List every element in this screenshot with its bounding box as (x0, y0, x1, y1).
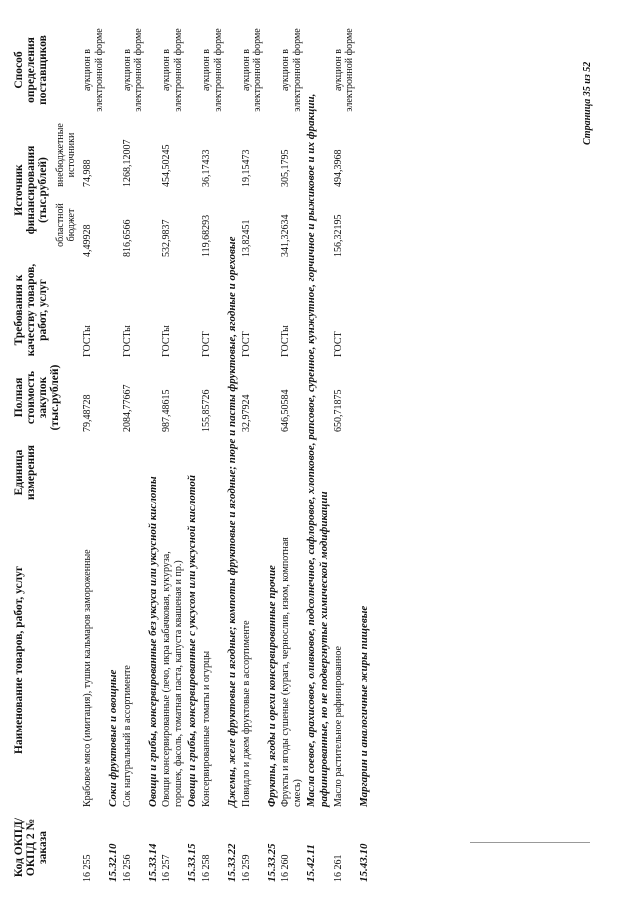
row-code: 16 258 (201, 854, 213, 882)
header-row (12, 20, 53, 885)
row-regional: 4,49928 (82, 224, 94, 257)
section-code: 15.33.25 (265, 843, 278, 882)
row-cost: 155,85726 (201, 389, 213, 432)
row-name: Повидло и джем фруктовые в ассортименте (240, 620, 252, 807)
row-method: аукцион в электронной форме (161, 28, 184, 112)
row-cost: 32,97924 (240, 394, 252, 432)
table-row (200, 20, 225, 885)
margin-line (470, 842, 590, 843)
row-unit (160, 435, 185, 510)
row-requirements: ГОСТы (82, 325, 94, 357)
row-code: 16 255 (82, 854, 94, 882)
row-requirements: ГОСТы (121, 325, 133, 357)
row-method: аукцион в электронной форме (201, 28, 224, 112)
row-code: 16 261 (332, 854, 344, 882)
row-extrabudget: 36,17433 (201, 149, 213, 187)
table-row (160, 20, 185, 885)
row-name: Сок натуральный в ассортименте (121, 665, 133, 807)
col-header-cost: Полная стоимость закупок (тыс.рублей) (13, 364, 62, 431)
section-row (265, 20, 280, 885)
row-cost: 79,48728 (82, 394, 94, 432)
section-row (304, 20, 331, 885)
row-name: Фрукты и ягоды сушеные (курага, чернослив, изюм, компотная смесь) (280, 537, 303, 807)
row-regional: 119,68293 (201, 214, 213, 257)
row-unit (121, 435, 146, 510)
row-regional: 13,82451 (240, 219, 252, 257)
row-unit (240, 435, 265, 510)
section-row (146, 20, 161, 885)
col-header-method: Способ определения поставщиков (13, 35, 50, 105)
row-cost: 646,50584 (280, 389, 292, 432)
row-unit (279, 435, 304, 510)
row-name: Консервированные томаты и огурцы (201, 650, 213, 807)
col-header-unit: Единица измерения (13, 445, 38, 500)
col-header-name: Наименование товаров, работ, услуг (13, 565, 25, 755)
row-method: аукцион в электронной форме (332, 28, 356, 112)
page-number: Страница 35 из 52 (582, 61, 593, 145)
row-requirements: ГОСТы (161, 325, 173, 357)
row-method: аукцион в электронной форме (82, 28, 105, 112)
table-row (81, 20, 106, 885)
row-name: Овощи консервированные (лечо, икра кабачковая, кукуруза, горошек, фасоль, томатная паста, капуста квашеная и пр.) (161, 551, 184, 807)
col-header-extrabudget: внебюджетные источники (55, 123, 77, 187)
row-method: аукцион в электронной форме (280, 28, 303, 112)
table-row (240, 20, 265, 885)
section-title: Джемы, желе фруктовые и ягодные; компоты фруктовые и ягодные; пюре и пасты фруктовые, ягодные и ореховые (226, 236, 239, 807)
row-extrabudget: 454,50245 (161, 144, 173, 187)
section-code: 15.33.22 (226, 843, 239, 882)
row-extrabudget: 19,15473 (240, 149, 252, 187)
row-cost: 2084,77667 (121, 384, 133, 432)
section-title: Масла соевое, арахисовое, оливковое, подсолнечное, сафлоровое, хлопковое, рапсовое, суренное, кунжутное, горчичное и рыжиковое и их фракции, рафинированные, но не подвергнутые химической модификации (305, 93, 331, 807)
section-code: 15.33.14 (146, 843, 159, 882)
row-requirements: ГОСТ (240, 331, 252, 357)
table-row (332, 20, 357, 885)
section-title: Овощи и грибы, консервированные без уксуса или уксусной кислоты (146, 476, 159, 807)
row-unit (332, 435, 357, 510)
row-name: Масло растительное рафинированное (332, 646, 344, 807)
section-title: Овощи и грибы, консервированные с уксусом или уксусной кислотой (186, 475, 199, 807)
row-extrabudget: 305,1795 (280, 149, 292, 187)
row-method: аукцион в электронной форме (240, 28, 264, 112)
col-header-requirements: Требования к качеству товаров, работ, услуг (13, 263, 50, 357)
section-code: 15.42.11 (305, 844, 318, 882)
row-code: 16 257 (161, 854, 173, 882)
row-requirements: ГОСТ (201, 331, 213, 357)
section-row (106, 20, 121, 885)
row-cost: 987,48615 (161, 389, 173, 432)
col-header-source: Источник финансирования (тыс.рублей) (13, 145, 50, 235)
row-extrabudget: 74,988 (82, 159, 94, 187)
row-cost: 650,71875 (332, 389, 344, 432)
row-requirements: ГОСТы (280, 325, 292, 357)
row-extrabudget: 494,3968 (332, 149, 344, 187)
table-row (121, 20, 146, 885)
row-extrabudget: 1268,12007 (121, 139, 133, 187)
row-code: 16 256 (121, 854, 133, 882)
section-row (185, 20, 200, 885)
section-code: 15.43.10 (357, 843, 370, 882)
section-title: Маргарин и аналогичные жиры пищевые (357, 605, 370, 807)
col-header-regional: областной бюджет (55, 203, 77, 247)
row-requirements: ГОСТ (332, 331, 344, 357)
section-code: 15.32.10 (107, 843, 120, 882)
row-code: 16 259 (240, 854, 252, 882)
table-row (279, 20, 304, 885)
row-regional: 816,6566 (121, 219, 133, 257)
col-header-code: Код ОКПД/ ОКПД 2 № заказа (13, 817, 50, 878)
section-code: 15.33.15 (186, 843, 199, 882)
row-method: аукцион в электронной форме (121, 28, 145, 112)
row-regional: 156,32195 (332, 214, 344, 257)
section-row (225, 20, 240, 885)
section-title: Фрукты, ягоды и орехи консервированные прочие (265, 565, 278, 807)
section-row (357, 20, 372, 885)
row-unit (81, 435, 106, 510)
section-title: Соки фруктовые и овощные (107, 669, 120, 807)
row-code: 16 260 (280, 854, 292, 882)
row-unit (200, 435, 225, 510)
row-name: Крабовое мясо (имитация), тушки кальмаров замороженные (82, 549, 94, 807)
procurement-table (12, 20, 371, 885)
row-regional: 341,32634 (280, 214, 292, 257)
row-regional: 532,9837 (161, 219, 173, 257)
